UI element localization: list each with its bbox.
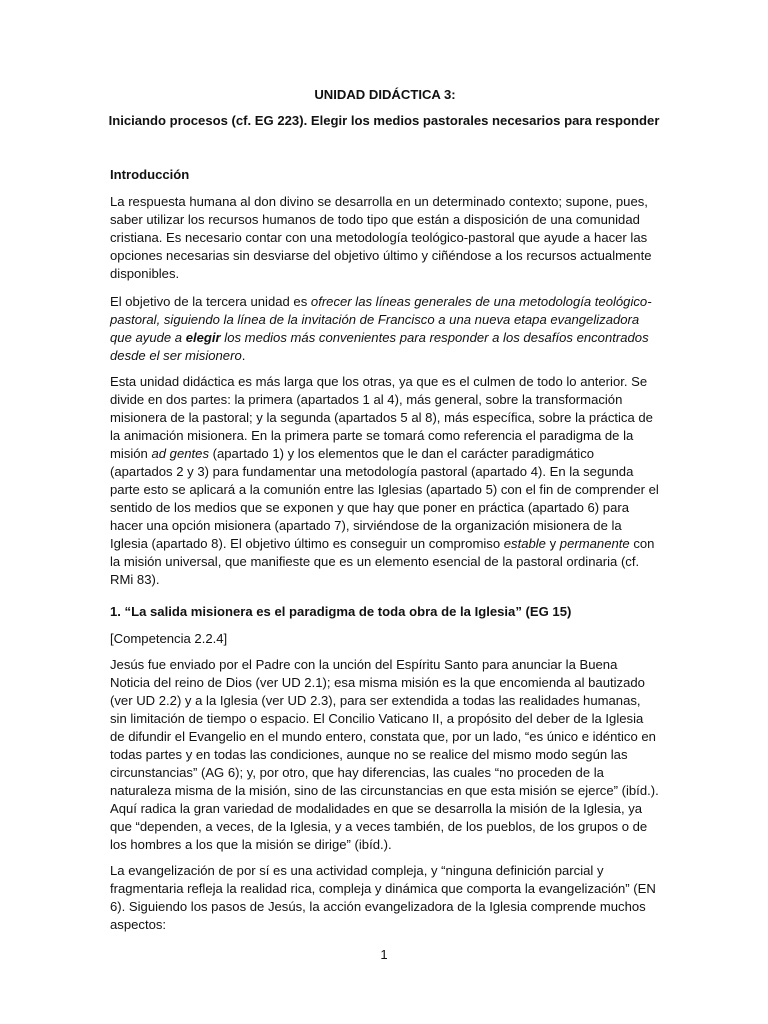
- paragraph-text: Esta unidad didáctica es más larga que los otras, ya que es el culmen de todo lo anterior. Se divide en dos partes: la primera (apartados 1 al 4), más general, sobre la transformación misionera de la pastoral; y la segunda (apartados 5 al 8), más específica, sobre la práctica de la animación misionera. En la primera parte se tomará como referencia el paradigma de la misión: [110, 374, 653, 461]
- unit-subtitle: Iniciando procesos (cf. EG 223). Elegir los medios pastorales necesarios para responder: [108, 113, 660, 128]
- emphasis-text: estable: [503, 536, 546, 551]
- page-number: 1: [380, 947, 388, 962]
- paragraph-text: con la misión universal, que manifieste que es un elemento esencial de la pastoral ordinaria (cf. RMi 83).: [110, 536, 655, 587]
- introduction-paragraph-2: [110, 293, 660, 365]
- paragraph-text: El objetivo de la tercera unidad es: [110, 294, 311, 309]
- paragraph-text: y: [545, 536, 560, 551]
- section-1-heading: 1. “La salida misionera es el paradigma de toda obra de la Iglesia” (EG 15): [110, 604, 572, 619]
- emphasis-text: ofrecer las líneas generales de una metodología teológico-pastoral, siguiendo la línea de la invitación de Francisco a una nueva etapa evangelizadora que ayude a: [110, 294, 652, 345]
- section-1-paragraph-2: La evangelización de por sí es una actividad compleja, y “ninguna definición parcial y fragmentaria refleja la realidad rica, compleja y dinámica que comporta la evangelización” (EN 6). Siguiendo los pasos de Jesús, la acción evangelizadora de la Iglesia comprende muchos aspectos:: [110, 863, 656, 932]
- unit-title: UNIDAD DIDÁCTICA 3:: [314, 87, 456, 102]
- emphasis-text: ad gentes: [151, 446, 209, 461]
- introduction-heading: Introducción: [110, 167, 190, 182]
- introduction-paragraph-3: [110, 373, 660, 589]
- emphasis-text: [186, 330, 221, 345]
- competencia-label: [Competencia 2.2.4]: [110, 631, 228, 646]
- paragraph-text: (apartado 1) y los elementos que le dan el carácter paradigmático (apartados 2 y 3) para fundamentar una metodología pastoral (apartado 4). En la segunda parte esto se aplicará a la comunión entre las Iglesias (apartado 5) con el fin de comprender el sentido de los medios que se exponen y que hay que poner en práctica (apartado 6) para hacer una opción misionera (apartado 7), sirviéndose de la organización misionera de la Iglesia (apartado 8). El objetivo último es conseguir un compromiso: [110, 446, 659, 551]
- emphasis-text: los medios más convenientes para responder a los desafíos encontrados desde el ser misionero: [110, 330, 649, 363]
- introduction-paragraph-1: La respuesta humana al don divino se desarrolla en un determinado contexto; supone, pues, saber utilizar los recursos humanos de todo tipo que están a disposición de una comunidad cristiana. Es necesario contar con una metodología teológico-pastoral que ayude a hacer las opciones necesarias sin desviarse del objetivo último y ciñéndose a los recursos actualmente disponibles.: [110, 194, 652, 281]
- emphasis-text: permanente: [559, 536, 630, 551]
- section-1-paragraph-1: Jesús fue enviado por el Padre con la unción del Espíritu Santo para anunciar la Buena Noticia del reino de Dios (ver UD 2.1); esa misma misión es la que encomienda al bautizado (ver UD 2.2) y a la Iglesia (ver UD 2.3), para ser extendida a todas las realidades humanas, sin limitación de tiempo o espacio. El Concilio Vaticano II, a propósito del deber de la Iglesia de difundir el Evangelio en el mundo entero, constata que, por un lado, “es único e idéntico en todas partes y en todas las condiciones, aunque no se realice del mismo modo según las circunstancias” (AG 6); y, por otro, que hay diferencias, las cuales “no proceden de la naturaleza misma de la misión, sino de las circunstancias en que esta misión se ejerce” (ibíd.). Aquí radica la gran variedad de modalidades en que se desarrolla la misión de la Iglesia, ya que “dependen, a veces, de la Iglesia, y a veces también, de los pueblos, de los grupos o de los hombres a los que la misión se dirige” (ibíd.).: [110, 657, 659, 852]
- paragraph-text: .: [241, 348, 246, 363]
- strong-emphasis-text: elegir: [185, 330, 221, 345]
